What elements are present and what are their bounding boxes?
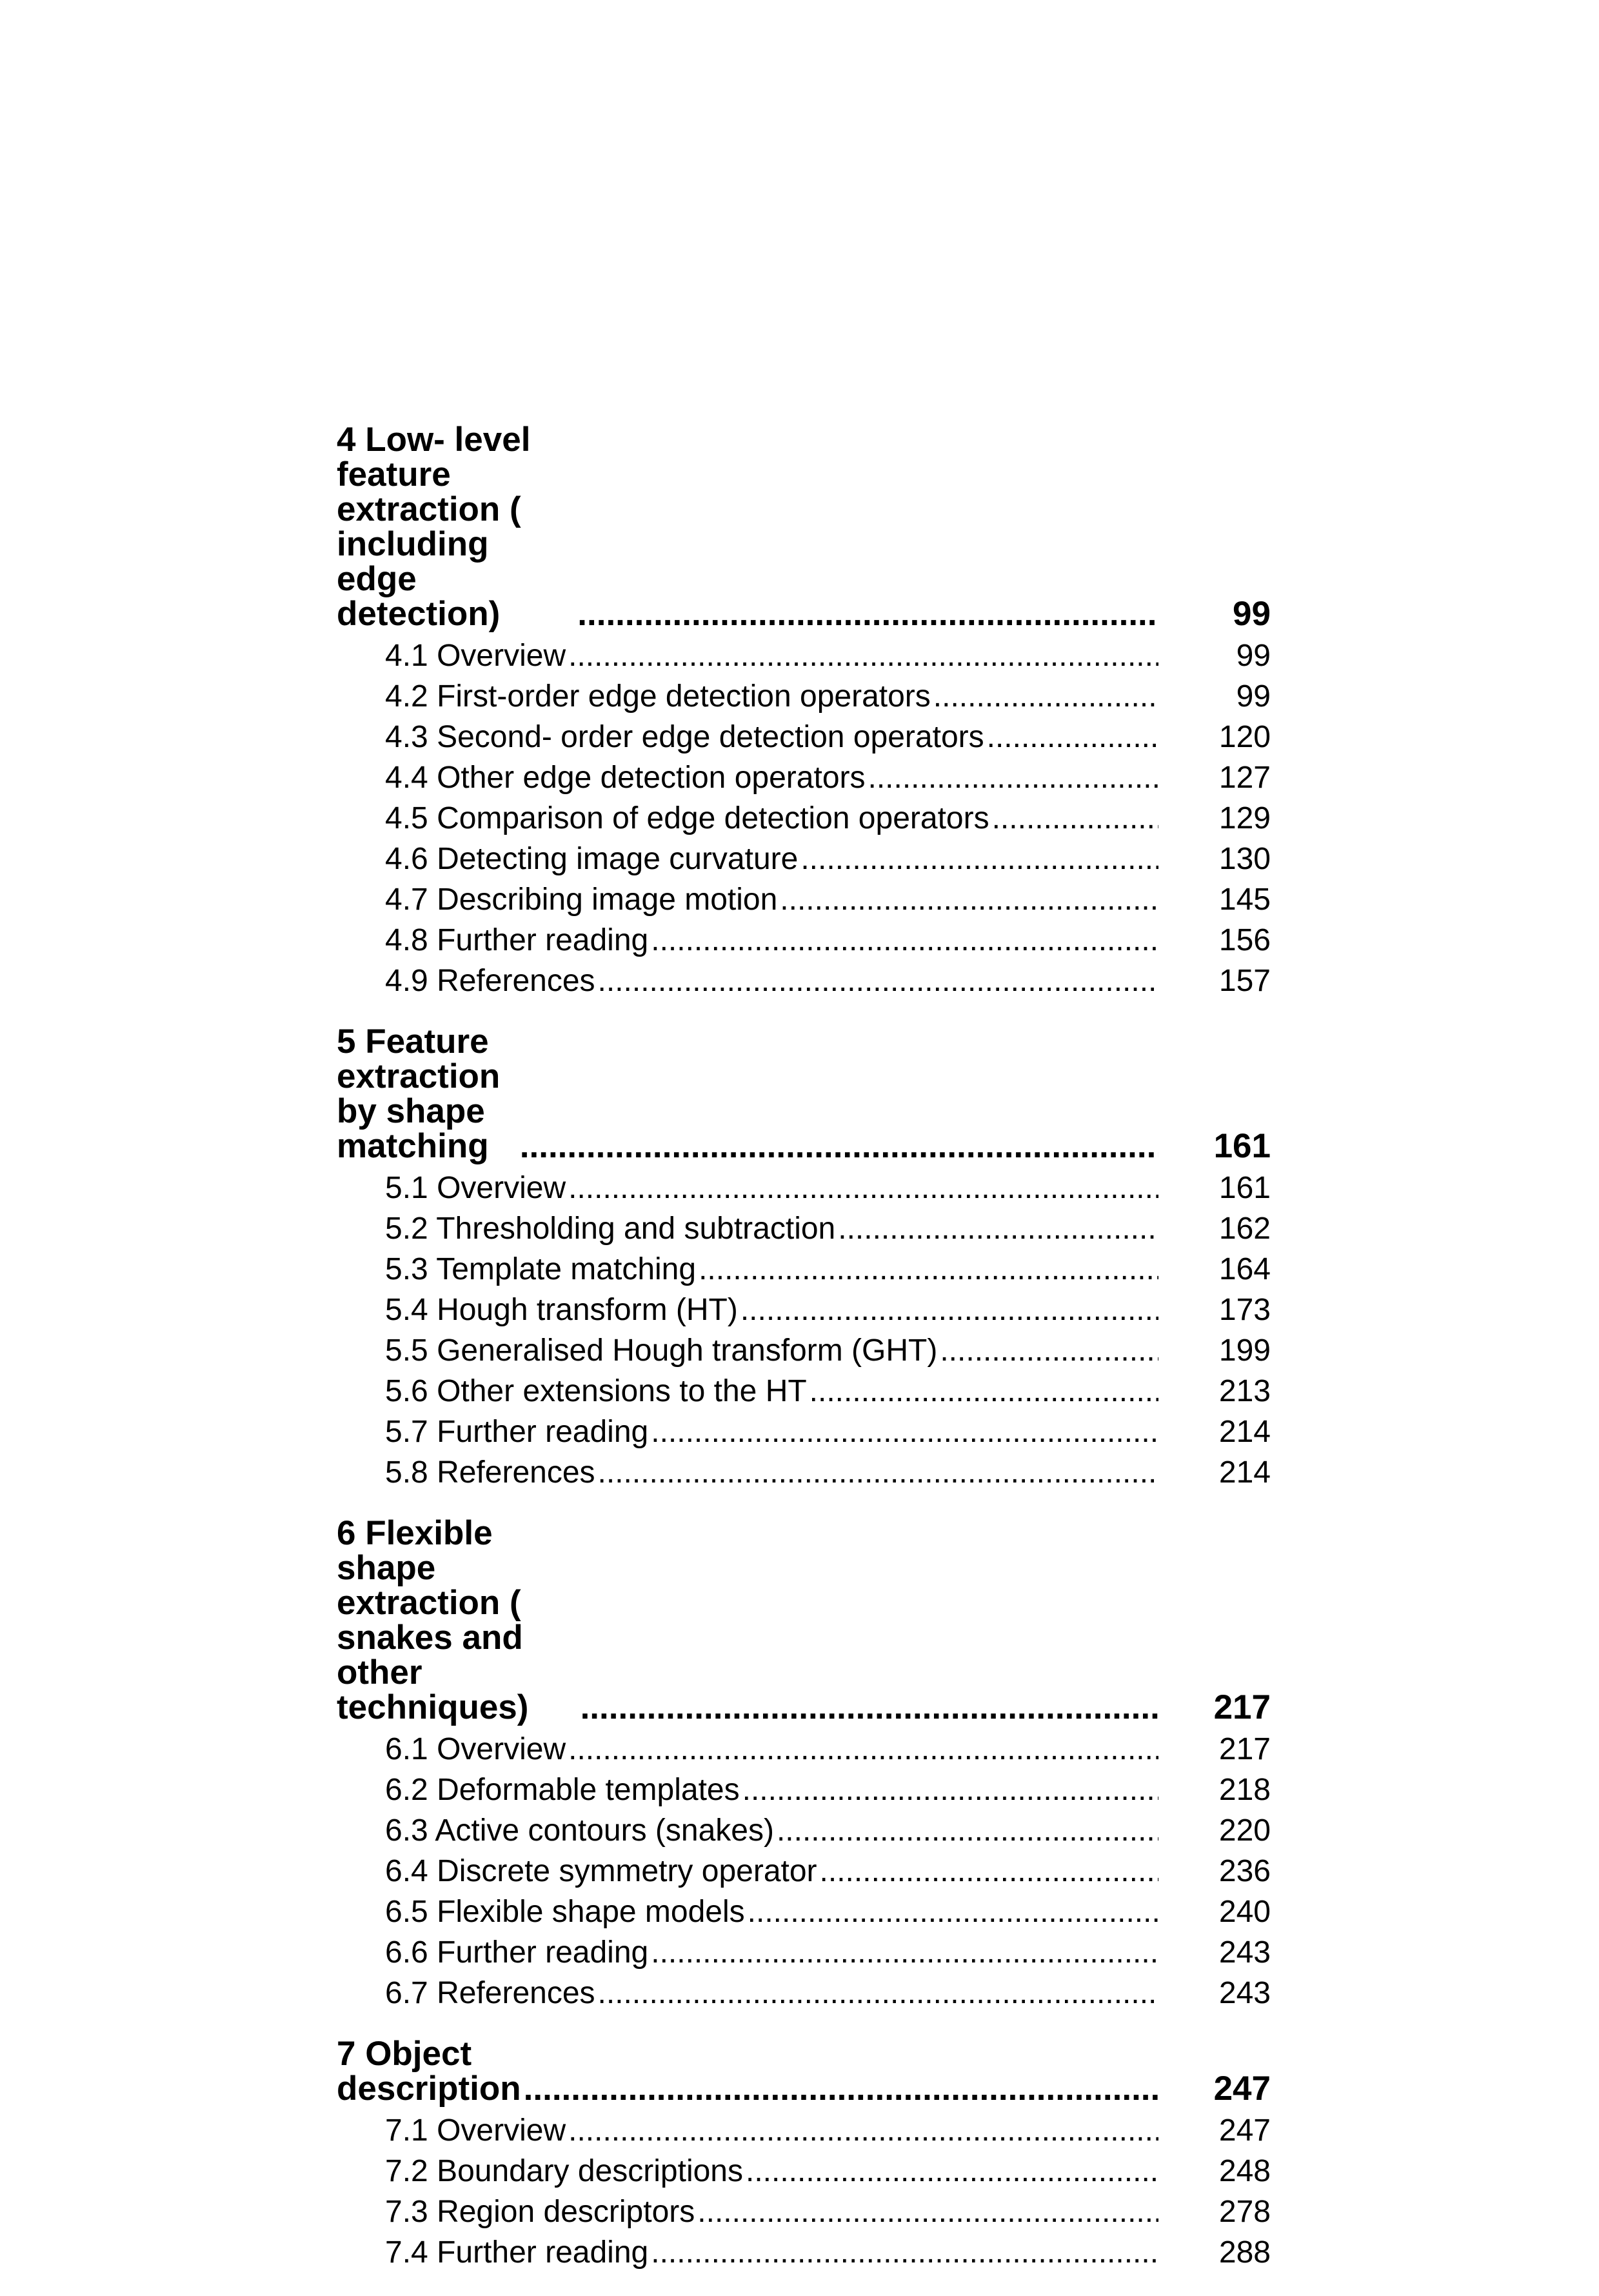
- section-title: 4.1 Overview: [385, 639, 566, 673]
- section-title: 6.4 Discrete symmetry operator: [385, 1854, 817, 1888]
- section-entry[interactable]: [337, 1412, 1271, 1452]
- chapter-title: 7 Object description: [337, 2035, 521, 2108]
- chapter-heading[interactable]: [337, 1516, 1271, 1729]
- chapter-page-number: 247: [1213, 2070, 1271, 2108]
- table-of-contents: [337, 423, 1271, 2296]
- section-title: 7.1 Overview: [385, 2113, 566, 2148]
- section-entry[interactable]: [337, 635, 1271, 676]
- chapter-6: [337, 1516, 1271, 2013]
- dot-leader: [738, 1290, 1158, 1330]
- section-page-number: 99: [1236, 639, 1271, 673]
- section-entry[interactable]: [337, 1810, 1271, 1851]
- section-page-number: 130: [1218, 842, 1271, 876]
- dot-leader: [866, 757, 1159, 798]
- section-page-number: 214: [1218, 1455, 1271, 1490]
- section-entry[interactable]: [337, 798, 1271, 839]
- section-page-number: 145: [1218, 883, 1271, 917]
- dot-leader: [648, 1412, 1158, 1452]
- section-page-number: 217: [1218, 1732, 1271, 1766]
- chapter-4: [337, 423, 1271, 1001]
- dot-leader: [743, 2151, 1158, 2191]
- dot-leader: [937, 1330, 1158, 1371]
- dot-leader: [566, 2110, 1158, 2151]
- section-title: 6.5 Flexible shape models: [385, 1895, 745, 1929]
- dot-leader: [595, 1452, 1158, 1493]
- section-title: 5.5 Generalised Hough transform (GHT): [385, 1333, 938, 1368]
- dot-leader: [521, 2071, 1158, 2106]
- section-title: 7.3 Region descriptors: [385, 2195, 695, 2229]
- section-title: 6.3 Active contours (snakes): [385, 1813, 774, 1848]
- dot-leader: [566, 1168, 1158, 1208]
- section-entry[interactable]: [337, 1892, 1271, 1932]
- section-entry[interactable]: [337, 2232, 1271, 2273]
- section-entry[interactable]: [337, 961, 1271, 1001]
- section-title: 4.8 Further reading: [385, 923, 649, 957]
- dot-leader: [807, 1371, 1158, 1412]
- section-page-number: 199: [1218, 1333, 1271, 1368]
- section-page-number: 236: [1218, 1854, 1271, 1888]
- section-entry[interactable]: [337, 1770, 1271, 1810]
- section-entry[interactable]: [337, 1330, 1271, 1371]
- dot-leader: [566, 1729, 1158, 1770]
- dot-leader: [774, 1810, 1158, 1851]
- section-entry[interactable]: [337, 1208, 1271, 1249]
- section-title: 4.2 First-order edge detection operators: [385, 679, 931, 714]
- section-page-number: 214: [1218, 1415, 1271, 1449]
- dot-leader: [595, 1973, 1158, 2013]
- section-title: 6.2 Deformable templates: [385, 1773, 740, 1807]
- dot-leader: [835, 1208, 1158, 1249]
- section-entry[interactable]: [337, 717, 1271, 757]
- section-title: 5.8 References: [385, 1455, 595, 1490]
- section-title: 7.4 Further reading: [385, 2235, 649, 2270]
- section-entry[interactable]: [337, 1168, 1271, 1208]
- dot-leader: [517, 1129, 1158, 1164]
- dot-leader: [989, 798, 1158, 839]
- section-title: 5.4 Hough transform (HT): [385, 1293, 738, 1327]
- section-page-number: 157: [1218, 964, 1271, 998]
- section-page-number: 156: [1218, 923, 1271, 957]
- section-entry[interactable]: [337, 2110, 1271, 2151]
- section-entry[interactable]: [337, 1290, 1271, 1330]
- dot-leader: [648, 1932, 1158, 1973]
- section-entry[interactable]: [337, 1452, 1271, 1493]
- chapter-7: [337, 2037, 1271, 2273]
- section-page-number: 240: [1218, 1895, 1271, 1929]
- section-entry[interactable]: [337, 1729, 1271, 1770]
- section-title: 5.2 Thresholding and subtraction: [385, 1212, 836, 1246]
- dot-leader: [777, 879, 1158, 920]
- section-page-number: 278: [1218, 2195, 1271, 2229]
- section-page-number: 164: [1218, 1252, 1271, 1286]
- section-title: 5.1 Overview: [385, 1171, 566, 1205]
- dot-leader: [595, 961, 1158, 1001]
- section-title: 6.6 Further reading: [385, 1935, 649, 1970]
- section-title: 5.3 Template matching: [385, 1252, 697, 1286]
- chapter-page-number: 161: [1213, 1127, 1271, 1165]
- section-entry[interactable]: [337, 1371, 1271, 1412]
- dot-leader: [817, 1851, 1158, 1892]
- section-page-number: 120: [1218, 720, 1271, 754]
- section-title: 4.6 Detecting image curvature: [385, 842, 799, 876]
- section-title: 5.7 Further reading: [385, 1415, 649, 1449]
- section-title: 7.2 Boundary descriptions: [385, 2154, 743, 2188]
- dot-leader: [798, 839, 1158, 879]
- chapter-title: 6 Flexible shape extraction ( snakes and other techniques): [337, 1514, 529, 1726]
- section-page-number: 288: [1218, 2235, 1271, 2270]
- dot-leader: [566, 635, 1158, 676]
- chapter-heading[interactable]: [337, 423, 1271, 635]
- dot-leader: [648, 920, 1158, 961]
- section-title: 4.9 References: [385, 964, 595, 998]
- section-entry[interactable]: [337, 1249, 1271, 1290]
- section-entry[interactable]: [337, 757, 1271, 798]
- section-page-number: 127: [1218, 761, 1271, 795]
- section-title: 5.6 Other extensions to the HT: [385, 1374, 807, 1408]
- chapter-title: 5 Feature extraction by shape matching: [337, 1023, 501, 1165]
- dot-leader: [984, 717, 1158, 757]
- section-entry[interactable]: [337, 1932, 1271, 1973]
- chapter-heading[interactable]: [337, 1024, 1271, 1168]
- section-title: 4.3 Second- order edge detection operators: [385, 720, 984, 754]
- section-title: 6.7 References: [385, 1976, 595, 2010]
- section-page-number: 99: [1236, 679, 1271, 714]
- dot-leader: [695, 2191, 1158, 2232]
- dot-leader: [575, 597, 1158, 632]
- section-entry[interactable]: [337, 839, 1271, 879]
- section-page-number: 220: [1218, 1813, 1271, 1848]
- section-entry[interactable]: [337, 2191, 1271, 2232]
- section-page-number: 162: [1218, 1212, 1271, 1246]
- section-entry[interactable]: [337, 2151, 1271, 2191]
- section-page-number: 248: [1218, 2154, 1271, 2188]
- section-entry[interactable]: [337, 676, 1271, 717]
- section-entry[interactable]: [337, 920, 1271, 961]
- section-title: 6.1 Overview: [385, 1732, 566, 1766]
- section-title: 4.7 Describing image motion: [385, 883, 778, 917]
- chapter-page-number: 217: [1213, 1688, 1271, 1726]
- section-entry[interactable]: [337, 1973, 1271, 2013]
- dot-leader: [648, 2232, 1158, 2273]
- section-entry[interactable]: [337, 1851, 1271, 1892]
- section-page-number: 243: [1218, 1935, 1271, 1970]
- section-page-number: 243: [1218, 1976, 1271, 2010]
- dot-leader: [696, 1249, 1158, 1290]
- dot-leader: [931, 676, 1158, 717]
- dot-leader: [740, 1770, 1158, 1810]
- section-page-number: 213: [1218, 1374, 1271, 1408]
- section-page-number: 218: [1218, 1773, 1271, 1807]
- section-title: 4.4 Other edge detection operators: [385, 761, 866, 795]
- chapter-5: [337, 1024, 1271, 1493]
- section-page-number: 129: [1218, 801, 1271, 835]
- section-entry[interactable]: [337, 879, 1271, 920]
- dot-leader: [745, 1892, 1158, 1932]
- chapter-page-number: 99: [1233, 595, 1271, 633]
- section-page-number: 161: [1218, 1171, 1271, 1205]
- chapter-heading[interactable]: [337, 2037, 1271, 2110]
- section-title: 4.5 Comparison of edge detection operators: [385, 801, 989, 835]
- dot-leader: [578, 1690, 1158, 1725]
- chapter-title: 4 Low- level feature extraction ( including edge detection): [337, 421, 531, 633]
- section-page-number: 173: [1218, 1293, 1271, 1327]
- section-page-number: 247: [1218, 2113, 1271, 2148]
